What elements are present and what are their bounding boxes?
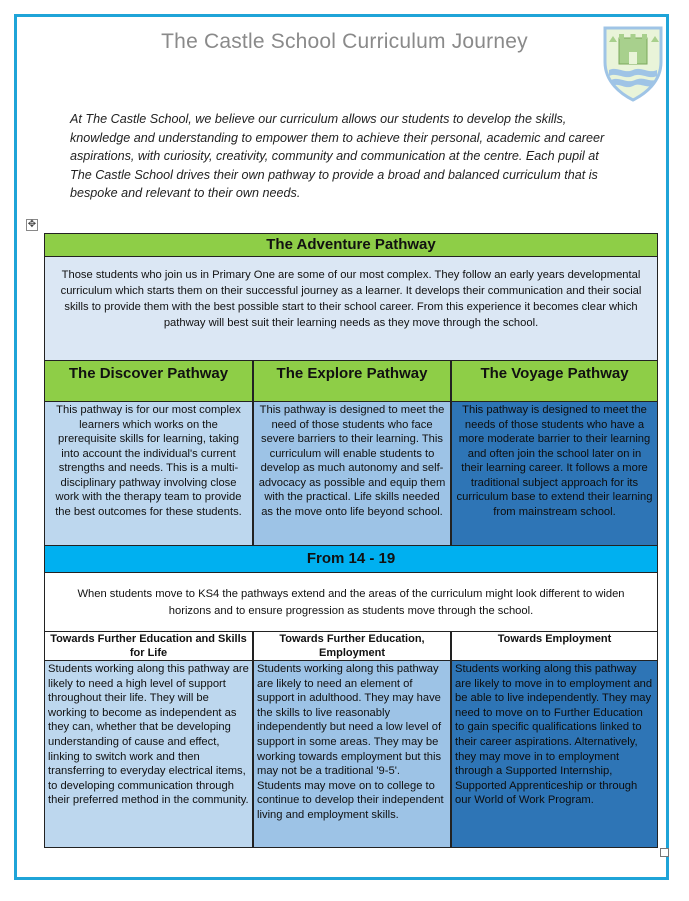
voyage-pathway-heading: The Voyage Pathway: [451, 360, 658, 402]
further-education-skills-text: Students working along this pathway are likely to need a high level of support throughout their life. They will be working to become as independent as they can, whether that be developing understanding of cause and effect, linking to switch work and then transferring to everyday electrical items, to developing communication through their preferred method in the community.: [44, 660, 253, 848]
further-education-employment-text: Students working along this pathway are likely to need an element of support in adulthood. They may have the skills to live reasonably independently but need a low level of support in some areas. They may be working towards employment but this may not be a traditional '9-5'. Students may move on to college to continue to develop their independent living and employment skills.: [253, 660, 451, 848]
intro-paragraph: At The Castle School, we believe our curriculum allows our students to develop the skills, knowledge and understanding to empower them to achieve their personal, academic and career aspirations, with curiosity, creativity, community and communication at the centre. Each pupil at The Castle School drives their own pathway to provide a broad and balanced curriculum that is bespoke and relevant to their own needs.: [70, 112, 605, 200]
school-crest-icon: [601, 24, 665, 102]
destination-headings-row: [44, 631, 658, 661]
pathway-descriptions-row: [44, 401, 658, 546]
adventure-pathway-heading: The Adventure Pathway: [44, 233, 658, 257]
ks4-text: When students move to KS4 the pathways extend and the areas of the curriculum might look different to widen horizons and to ensure progression as students move through the school.: [44, 572, 658, 632]
explore-pathway-text: This pathway is designed to meet the need of those students who face severe barriers to their learning. This curriculum will enable students to develop as much autonomy and self-advocacy as possible and equip them with the practical. Life skills needed as the move onto life beyond school.: [253, 401, 451, 546]
discover-pathway-heading: The Discover Pathway: [44, 360, 253, 402]
towards-employment-text: Students working along this pathway are likely to move in to employment and be able to live independently. They may need to move on to Further Education to gain specific qualifications linked to their career aspirations. Alternatively, they may move in to employment through a Supported Internship, Supported Apprenticeship or through our World of Work Program.: [451, 660, 658, 848]
voyage-pathway-text: This pathway is designed to meet the needs of those students who have a more moderate barrier to their learning and often join the school later on in their learning career. It follows a more traditional subject approach for its curriculum base to extend their learning from mainstream school.: [451, 401, 658, 546]
further-education-employment-heading: Towards Further Education, Employment: [253, 631, 451, 661]
further-education-skills-heading: Towards Further Education and Skills for Life: [44, 631, 253, 661]
adventure-pathway-text: Those students who join us in Primary One are some of our most complex. They follow an early years developmental curriculum which starts them on their successful journey as a learner. It develops their communication and their social skills to provide them with the best possible start to their school career. From this experience it becomes clear which pathway will best suit their learning needs as they move through the school.: [44, 256, 658, 361]
table-resize-icon[interactable]: [660, 848, 669, 857]
explore-pathway-heading: The Explore Pathway: [253, 360, 451, 402]
destination-descriptions-row: [44, 660, 658, 848]
page-title: The Castle School Curriculum Journey: [161, 30, 528, 53]
pathway-headings-row: [44, 360, 658, 402]
ks4-heading: From 14 - 19: [44, 545, 658, 573]
discover-pathway-text: This pathway is for our most complex learners which works on the prerequisite skills for learning, taking into account the individual's current strengths and needs. This is a multi-disciplinary pathway involving close work with the therapy team to provide the best outcomes for these students.: [44, 401, 253, 546]
table-move-icon[interactable]: ✥: [27, 219, 37, 230]
towards-employment-heading: Towards Employment: [451, 631, 658, 661]
